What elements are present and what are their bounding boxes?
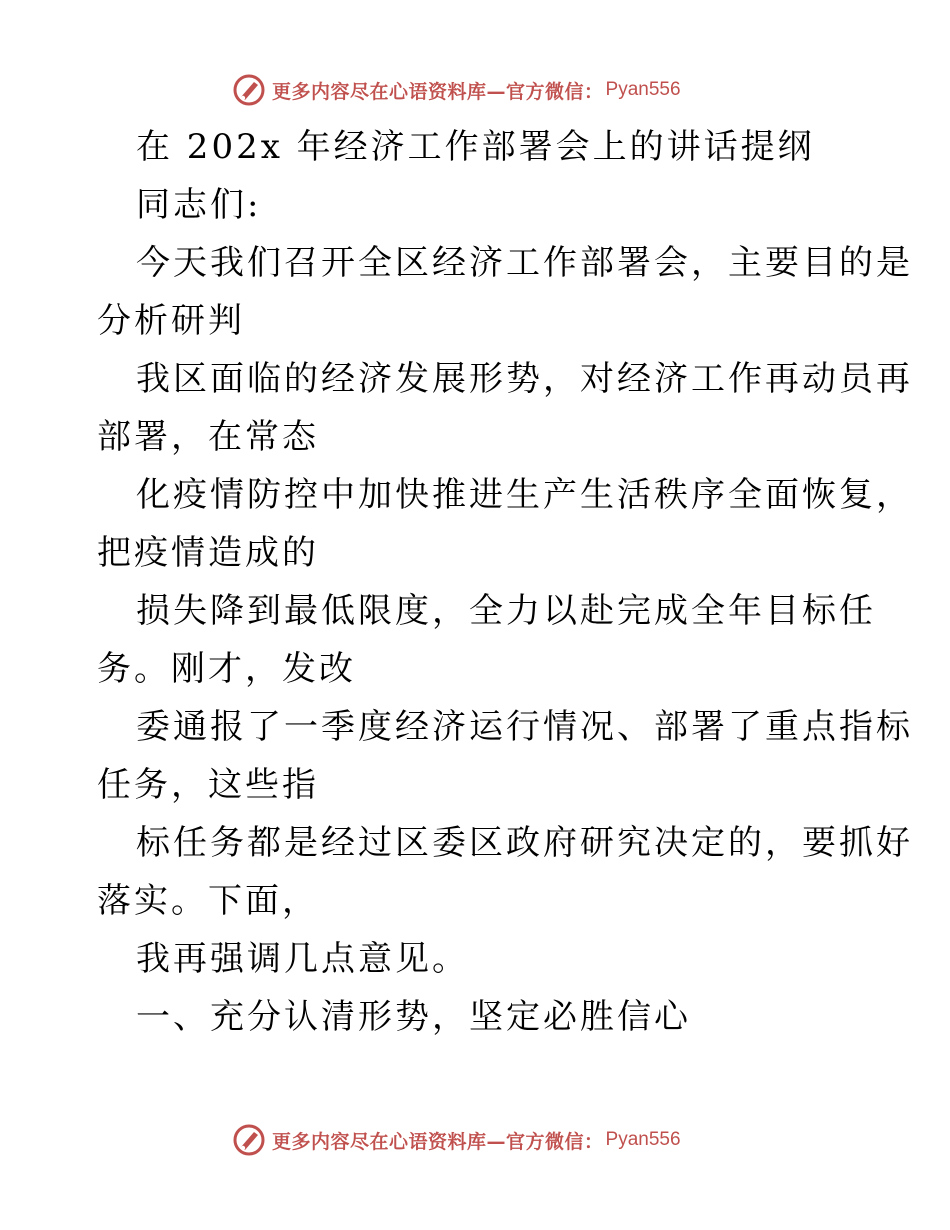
- document-title: 在 202x 年经济工作部署会上的讲话提纲: [136, 127, 815, 167]
- watermark-text: 更多内容尽在心语资料库—官方微信：: [272, 80, 604, 103]
- paragraph-line: 务。刚才，发改: [97, 649, 356, 689]
- header-watermark: [232, 70, 681, 110]
- paragraph-line: 把疫情造成的: [97, 533, 319, 573]
- section-heading: 一、充分认清形势，坚定必胜信心: [136, 997, 691, 1037]
- red-circular-pen-logo-icon: [232, 73, 266, 107]
- paragraph-line: 分析研判: [97, 301, 245, 341]
- paragraph-line: 任务，这些指: [97, 765, 319, 805]
- red-circular-pen-logo-icon: [232, 1123, 266, 1157]
- paragraph-line: 化疫情防控中加快推进生产生活秩序全面恢复，: [136, 475, 913, 515]
- footer-watermark: [232, 1120, 681, 1160]
- watermark-wechat-id: Pyan556: [605, 79, 681, 100]
- watermark-wechat-id: Pyan556: [605, 1129, 681, 1150]
- paragraph-line: 损失降到最低限度，全力以赴完成全年目标任: [136, 591, 876, 631]
- paragraph-line: 委通报了一季度经济运行情况、部署了重点指标: [136, 707, 913, 747]
- watermark-text: 更多内容尽在心语资料库—官方微信：: [272, 1130, 604, 1153]
- salutation: 同志们:: [136, 185, 262, 225]
- paragraph-line: 我区面临的经济发展形势，对经济工作再动员再: [136, 359, 913, 399]
- paragraph-line: 我再强调几点意见。: [136, 939, 469, 979]
- paragraph-line: 部署，在常态: [97, 417, 319, 457]
- paragraph-line: 标任务都是经过区委区政府研究决定的，要抓好: [136, 823, 913, 863]
- paragraph-line: 落实。下面，: [97, 881, 319, 921]
- paragraph-line: 今天我们召开全区经济工作部署会，主要目的是: [136, 243, 913, 283]
